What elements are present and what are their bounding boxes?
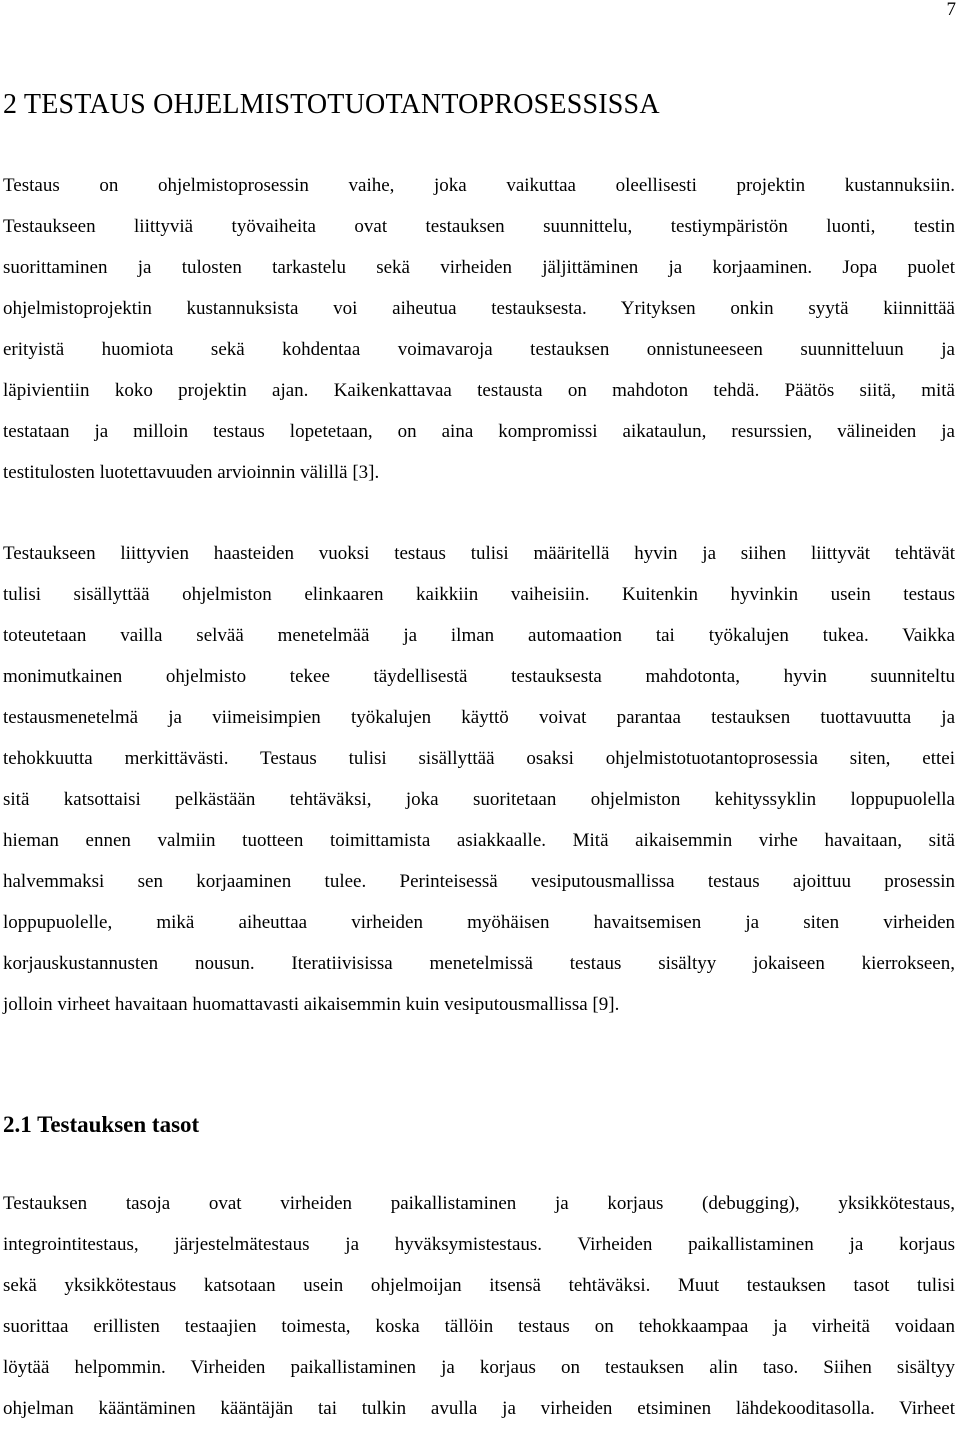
page-number: 7 <box>946 0 956 20</box>
text-line: tehokkuutta merkittävästi. Testaus tulisi sisällyttää osaksi ohjelmistotuotantoprosessia siten, ettei <box>3 748 955 769</box>
text-line: suorittaminen ja tulosten tarkastelu sekä virheiden jäljittäminen ja korjaaminen. Jopa puolet <box>3 257 955 278</box>
text-line: löytää helpommin. Virheiden paikallistaminen ja korjaus on testauksen alin taso. Siihen sisältyy <box>3 1357 955 1378</box>
chapter-heading: 2 TESTAUS OHJELMISTOTUOTANTOPROSESSISSA <box>3 89 660 120</box>
text-line: testausmenetelmä ja viimeisimpien työkalujen käyttö voivat parantaa testauksen tuottavuutta ja <box>3 707 955 728</box>
text-line: ohjelmistoprojektin kustannuksista voi aiheutua testauksesta. Yrityksen onkin syytä kiinnittää <box>3 298 955 319</box>
text-line: ohjelman kääntäminen kääntäjän tai tulkin avulla ja virheiden etsiminen lähdekooditasolla. Virheet <box>3 1398 955 1419</box>
text-line: testitulosten luotettavuuden arvioinnin välillä [3]. <box>3 462 380 483</box>
paragraph-3 <box>3 1183 955 1429</box>
paragraph-2 <box>3 533 955 1025</box>
paragraph-1 <box>3 165 955 493</box>
text-line: tulisi sisällyttää ohjelmiston elinkaaren kaikkiin vaiheisiin. Kuitenkin hyvinkin usein testaus <box>3 584 955 605</box>
text-line: Testaukseen liittyviä työvaiheita ovat testauksen suunnittelu, testiympäristön luonti, testin <box>3 216 955 237</box>
text-line: toteutetaan vailla selvää menetelmää ja ilman automaation tai työkalujen tukea. Vaikka <box>3 625 955 646</box>
text-line: loppupuolelle, mikä aiheuttaa virheiden myöhäisen havaitsemisen ja siten virheiden <box>3 912 955 933</box>
text-line: Testaus on ohjelmistoprosessin vaihe, joka vaikuttaa oleellisesti projektin kustannuksiin. <box>3 175 955 196</box>
text-line: hieman ennen valmiin tuotteen toimittamista asiakkaalle. Mitä aikaisemmin virhe havaitaan, sitä <box>3 830 955 851</box>
text-line: sitä katsottaisi pelkästään tehtäväksi, joka suoritetaan ohjelmiston kehityssyklin loppupuolella <box>3 789 955 810</box>
text-line: korjauskustannusten nousun. Iteratiivisissa menetelmissä testaus sisältyy jokaiseen kierrokseen, <box>3 953 955 974</box>
text-line: halvemmaksi sen korjaaminen tulee. Perinteisessä vesiputousmallissa testaus ajoittuu prosessin <box>3 871 955 892</box>
text-line: läpivientiin koko projektin ajan. Kaikenkattavaa testausta on mahdoton tehdä. Päätös siitä, mitä <box>3 380 955 401</box>
text-line: Testaukseen liittyvien haasteiden vuoksi testaus tulisi määritellä hyvin ja siihen liittyvät tehtävät <box>3 543 955 564</box>
text-line: monimutkainen ohjelmisto tekee täydellisestä testauksesta mahdotonta, hyvin suunniteltu <box>3 666 955 687</box>
text-line: sekä yksikkötestaus katsotaan usein ohjelmoijan itsensä tehtäväksi. Muut testauksen tasot tulisi <box>3 1275 955 1296</box>
text-line: erityistä huomiota sekä kohdentaa voimavaroja testauksen onnistuneeseen suunnitteluun ja <box>3 339 955 360</box>
text-line: Testauksen tasoja ovat virheiden paikallistaminen ja korjaus (debugging), yksikkötestaus, <box>3 1193 955 1214</box>
text-line: jolloin virheet havaitaan huomattavasti aikaisemmin kuin vesiputousmallissa [9]. <box>3 994 620 1015</box>
section-heading: 2.1 Testauksen tasot <box>3 1112 200 1137</box>
text-line: testataan ja milloin testaus lopetetaan, on aina kompromissi aikataulun, resurssien, välineiden ja <box>3 421 955 442</box>
text-line: integrointitestaus, järjestelmätestaus ja hyväksymistestaus. Virheiden paikallistaminen ja korjaus <box>3 1234 955 1255</box>
text-line: suorittaa erillisten testaajien toimesta, koska tällöin testaus on tehokkaampaa ja virheitä voidaan <box>3 1316 955 1337</box>
